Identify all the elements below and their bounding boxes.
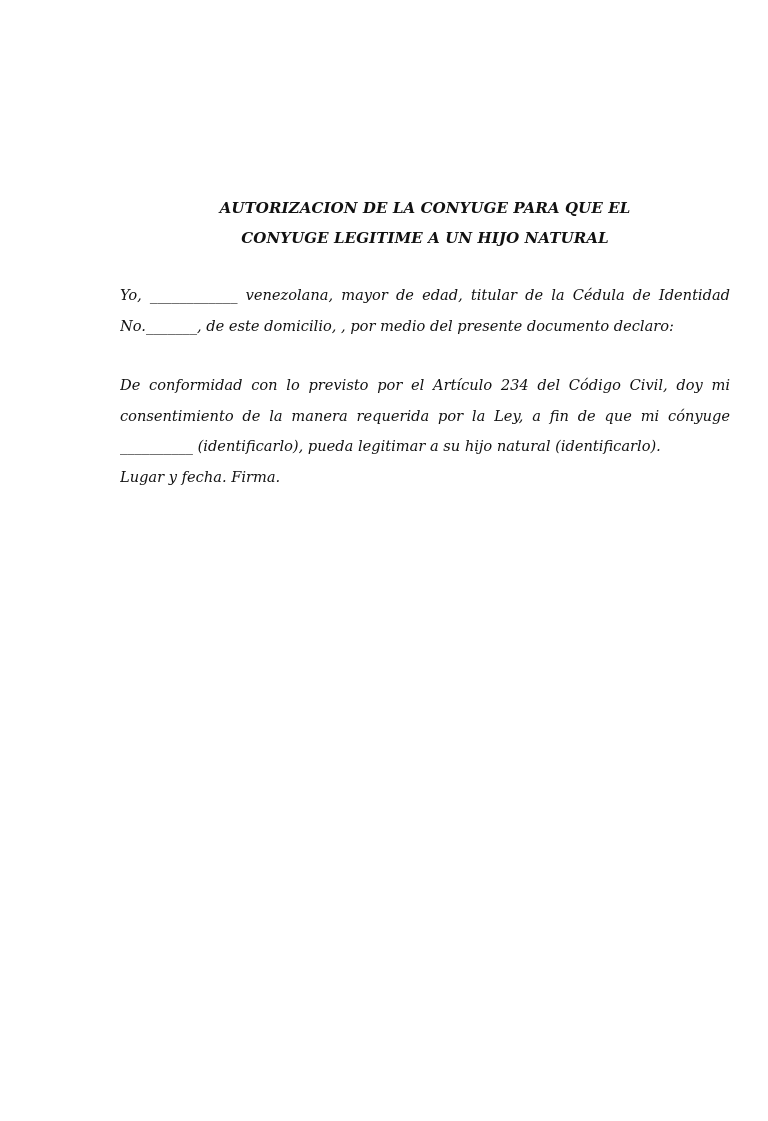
paragraph-declaration [120, 281, 730, 342]
title-line-2: CONYUGE LEGITIME A UN HIJO NATURAL [241, 229, 609, 247]
place-date-signature: Lugar y fecha. Firma. [120, 468, 281, 486]
paragraph-consent [120, 371, 730, 493]
paragraph-2-line-3: __________ (identificarlo), pueda legitimar a su hijo natural (identificarlo). [120, 438, 661, 455]
document-title [120, 193, 730, 253]
paragraph-2-line-2: consentimiento de la manera requerida por la Ley, a fin de que mi cónyuge [120, 407, 730, 425]
paragraph-2-line-1: De conformidad con lo previsto por el Artículo 234 del Código Civil, doy mi [120, 377, 730, 394]
paragraph-1-line-1: Yo, ____________ venezolana, mayor de edad, titular de la Cédula de Identidad [120, 287, 730, 304]
title-line-1: AUTORIZACION DE LA CONYUGE PARA QUE EL [219, 199, 631, 217]
paragraph-1-line-2: No._______, de este domicilio, , por medio del presente documento declaro: [120, 317, 674, 335]
